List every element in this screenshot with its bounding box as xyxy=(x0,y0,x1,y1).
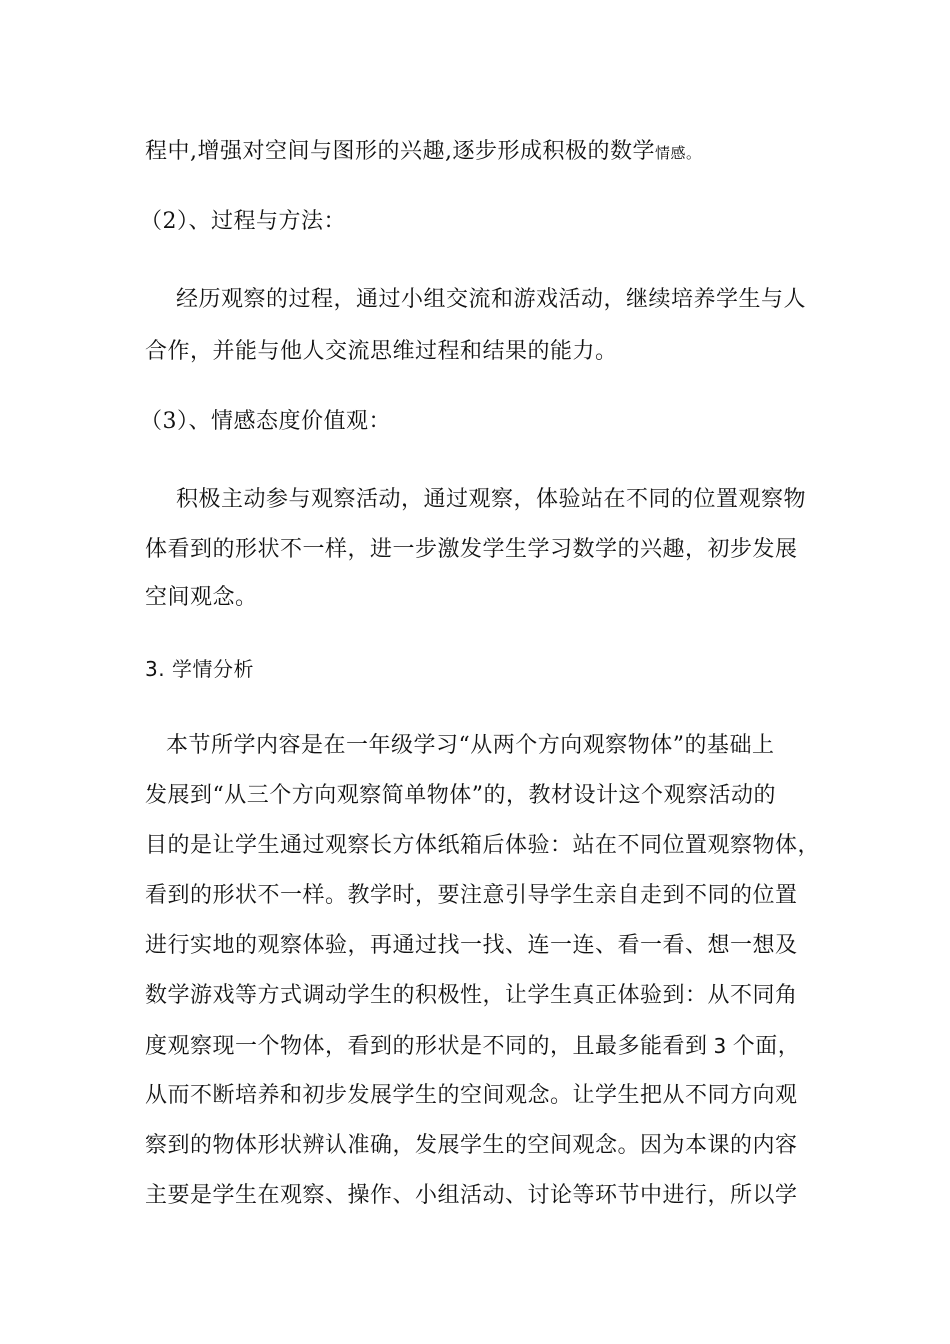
paragraph-line: 主要是学生在观察、操作、小组活动、讨论等环节中进行，所以学 xyxy=(145,1183,798,1208)
section-heading-process-method: （2）、过程与方法： xyxy=(140,209,346,234)
paragraph-line: 进行实地的观察体验，再通过找一找、连一连、看一看、想一想及 xyxy=(145,933,798,958)
text-run: 度观察现一个物体，看到的形状是不同的，且最多能看到 xyxy=(145,1034,708,1059)
paragraph-line: 察到的物体形状辨认准确，发展学生的空间观念。因为本课的内容 xyxy=(145,1133,798,1158)
paragraph-line: 经历观察的过程，通过小组交流和游戏活动，继续培养学生与人 xyxy=(176,287,807,312)
text-line xyxy=(145,138,702,167)
paragraph-line: 看到的形状不一样。教学时，要注意引导学生亲自走到不同的位置 xyxy=(145,883,798,908)
paragraph-line: 发展到“从三个方向观察简单物体”的，教材设计这个观察活动的 xyxy=(145,783,776,808)
paragraph-line xyxy=(145,1032,800,1061)
section-heading-learning-analysis: 3. 学情分析 xyxy=(145,657,254,681)
paragraph-line: 目的是让学生通过观察长方体纸箱后体验：站在不同位置观察物体， xyxy=(145,833,821,858)
number-run: 3 xyxy=(713,1034,727,1058)
paragraph-line: 数学游戏等方式调动学生的积极性，让学生真正体验到：从不同角 xyxy=(145,983,798,1008)
paragraph-line: 从而不断培养和初步发展学生的空间观念。让学生把从不同方向观 xyxy=(145,1083,798,1108)
section-heading-emotion-values: （3）、情感态度价值观： xyxy=(140,409,391,434)
paragraph-line: 合作，并能与他人交流思维过程和结果的能力。 xyxy=(145,339,618,364)
text-run-small: 情感。 xyxy=(655,144,702,162)
paragraph-line: 本节所学内容是在一年级学习“从两个方向观察物体”的基础上 xyxy=(166,733,775,758)
paragraph-line: 空间观念。 xyxy=(145,585,258,610)
text-run: 程中,增强对空间与图形的兴趣,逐步形成积极的数学 xyxy=(145,139,655,164)
text-run: 个面， xyxy=(732,1034,801,1059)
paragraph-line: 积极主动参与观察活动，通过观察，体验站在不同的位置观察物 xyxy=(176,487,807,512)
paragraph-line: 体看到的形状不一样，进一步激发学生学习数学的兴趣，初步发展 xyxy=(145,537,798,562)
